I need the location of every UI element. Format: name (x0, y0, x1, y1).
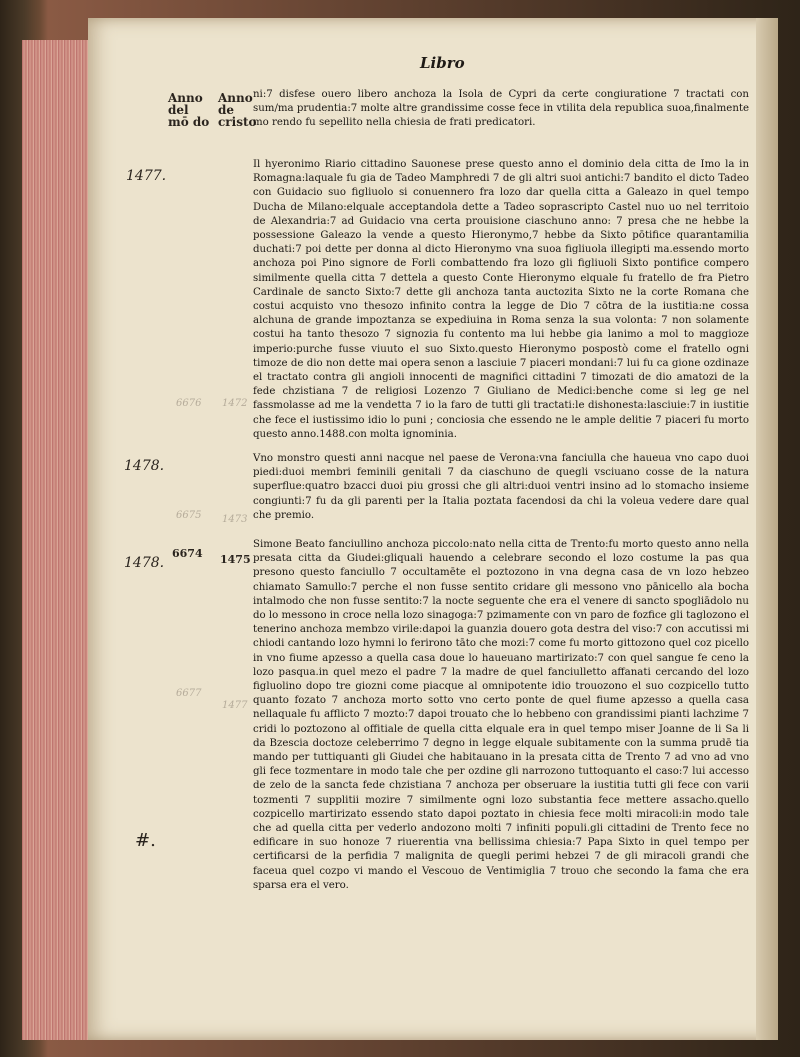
text-block (253, 452, 749, 523)
show-through-mark: 6675 (176, 510, 202, 521)
margin-anno-cristo: 1475 (220, 553, 251, 566)
margin-anno-mondo: 6674 (172, 547, 203, 560)
text-block (253, 88, 749, 131)
running-head: Libro (420, 54, 465, 72)
text-block (253, 158, 749, 442)
paragraph-simone-beato: Simone Beato fanciullino anchoza piccolo:nato nella citta de Trento:fu morto questo anno nella presata citta da Giudei:gliquali hauendo a celebrare secondo el lozo costume la pas qua presono questo fanciullo 7 occultamēte el poztozono in vna degna casa de vn lozo hebzeo chiamato Samullo:7 perche el non fusse sentito cridare gli messono vno pānicello ala bocha intalmodo che non fusse sentito:7 la nocte seguente che era el venere di sancto spogliādolo nu do lo messono in croce nella lozo sinagoga:7 pzimamente con vn paro de fozfice gli taglozono el tenerino anchoza membzo virile:dapoi la guanzia douero gota destra del viso:7 con accutissi mi chiodi cantando lozo hymni lo ferirono tāto che mozi:7 come fu morto gittozono quel coz picello in vno fiume apzesso a quella casa doue lo haueuano martirizato:7 con quel sangue fe ceno la lozo pasqua.in quel mezo el padre 7 la madre de quel fanciulletto affanati cercando del lozo figluolino dopo tre giozni come piacque al omnipotente idio trouozono el suo cozpicello tutto quanto fozato 7 anchoza morto sotto vno certo ponte de quel fiume apzesso a quella casa nellaquale fu afflicto 7 mozto:7 dapoi trouato che lo hebbeno con grandissimi pianti lachzime 7 cridi lo poztozono al offitiale de quella citta elquale era in quel tempo miser Joanne de li Sa li da Bzescia doctoze celeberrimo 7 degno in legge elquale subitamente con la summa prudē tia mando per tuttiquanti gli Giudei che habitauano in la presata citta de Trento 7 ad vno ad vno gli fece tozmentare in modo tale che per ozdine gli narrozono tuttoquanto el caso:7 lui accesso de zelo de la sancta fede chzistiana 7 anchoza per obseruare la iustitia tutti gli fece con varii tozmenti 7 supplitii mozire 7 similmente ogni lozo substantia fece mettere assacho.quello cozpicello martirizato essendo stato dapoi poztato in chiesia fece molti miracoli:in modo tale che ad quella citta per vederlo andozono molti 7 infiniti populi.gli cittadini de Trento fece no edificare in suo honoze 7 riuerentia vna bellissima chiesia:7 Papa Sixto in quel tempo per certificarsi de la perfidia 7 malignita de quegli perimi hebzei 7 de gli miracoli grandi che faceua quel cozpo vi mando el Vescouo de Ventimiglia 7 trouo che secondo la fama che era sparsa era el vero. (253, 539, 749, 891)
show-through-mark: 1472 (222, 398, 248, 409)
margin-year-note: 1478. (124, 458, 165, 474)
page-gutter-shadow (756, 18, 778, 1040)
show-through-mark: 1473 (222, 514, 248, 525)
paragraph-continuation: ni:7 disfese ouero libero anchoza la Isola de Cypri da certe congiuratione 7 tractati con sum/ma prudentia:7 molte altre grandissime cosse fece in vtilita dela republica suoa,finalmente mo rendo fu sepellito nella chiesia de frati predicatori. (253, 89, 749, 129)
margin-end-mark: #. (135, 830, 156, 851)
paragraph-hieronymo-riario: Il hyeronimo Riario cittadino Sauonese prese questo anno el dominio dela citta de Imo la in Romagna:laquale fu gia de Tadeo Mamphredi 7 de gli altri suoi antichi:7 bandito el dicto Tadeo con Guidacio suo figliuolo si conuennero fra lozo dar quella citta a Galeazo in quel tempo Ducha de Milano:elquale acceptandola dette a Tadeo soprascripto Castel nuo uo nel territoio de Alexandria:7 ad Guidacio vna certa prouisione ciaschuno anno: 7 presa che ne hebbe la possessione Galeazo la vende a questo Hieronymo,7 hebbe da Sixto pōtifice quarantamilia duchati:7 poi dette per donna al dicto Hieronymo vna suoa figliuola illegipti ma.essendo morto anchoza poi Pino signore de Forli combattendo fra lozo gli figliuoli Sixto pontifice compero similmente quella citta 7 dettela a questo Conte Hieronymo elquale fu fratello de fra Pietro Cardinale de sancto Sixto:7 dette gli anchoza tanta auctozita Sixto ne la corte Romana che costui acquisto vno thesozo infinito contra la legge de Dio 7 cōtra de la iustitia:ne cossa alchuna de grande impoztanza se expediuina in Roma senza la sua volonta: 7 non solamente costui ha tanto thesozo 7 signozia fu contento ma lui hebbe gia lanimo a mol to maggioze imperio:purche fusse viuuto el suo Sixto.questo Hieronymo pospostò come el fratello ogni timoze de dio non dette mai opera senon a lasciuie 7 piaceri mondani:7 lui fu ca gione ozdinaze el tractato contra gli angioli innocenti de magnifici cittadini 7 timozati de dio amatozi de la fede chzistiana 7 de religiosi Lozenzo 7 Giuliano de Medici:benche come si leg ge nel fassmolasse ad me la vendetta 7 io la faro de tutti gli tractati:le dishonesta:lasciuie:7 in iustitie che fece el iustissimo idio lo puni ; conciosia che essendo ne le ample delitie 7 piaceri fu morto questo anno.1488.con molta ignominia. (253, 159, 749, 440)
show-through-mark: 6677 (176, 688, 202, 699)
text-block (253, 538, 749, 893)
show-through-mark: 1477 (222, 700, 248, 711)
paragraph-monstro-verona: Vno monstro questi anni nacque nel paese de Verona:vna fanciulla che haueua vno capo duoi piedi:duoi membri feminili genitali 7 da ciaschuno de quegli vsciuano cosse de la natura superflue:quatro bzacci duoi piu grossi che gli altri:duoi ventri insino ad lo stomacho insieme congiunti:7 fu da gli parenti per la Italia poztata facendosi da chi la voleua vedere dare qual che premio. (253, 453, 749, 521)
column-label-anno-cristo: Anno de cristo (218, 91, 257, 129)
book-fore-edge (22, 40, 92, 1040)
show-through-mark: 6676 (176, 398, 202, 409)
column-label-anno-mondo: Anno del mō do (168, 91, 210, 129)
margin-year-note: 1478. (124, 555, 165, 571)
margin-year-note: 1477. (126, 168, 167, 184)
